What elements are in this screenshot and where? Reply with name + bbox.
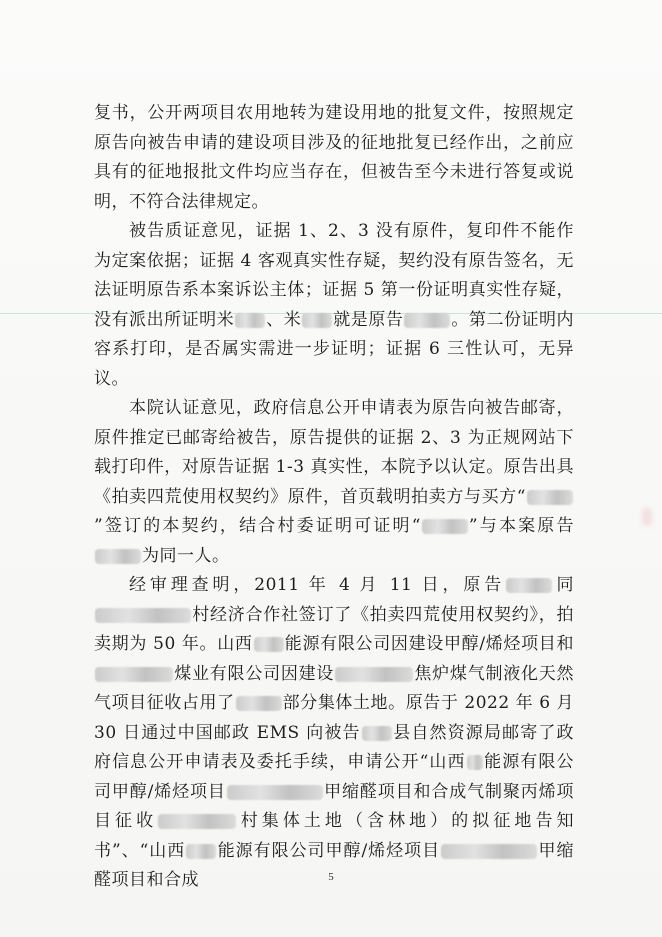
- redaction-blur: [95, 608, 191, 623]
- text-segment: 能源有限公司因建设甲醇/烯烃项目和: [284, 634, 574, 654]
- redaction-blur: [186, 844, 216, 859]
- scan-stain: [642, 508, 652, 526]
- document-body: [94, 99, 574, 896]
- redaction-blur: [302, 313, 332, 328]
- text-segment: 部分集体土地。原告于 2022 年 6 月 30 日通过中国邮政 EMS 向被告: [94, 693, 575, 743]
- text-segment: ”与本案原告: [468, 516, 574, 536]
- redaction-blur: [404, 313, 450, 328]
- redaction-blur: [335, 667, 413, 682]
- paragraph-1: [94, 99, 574, 217]
- text-segment: 能源有限公司甲醇/烯烃项目: [217, 840, 441, 861]
- text-segment: 煤业有限公司因建设: [174, 663, 335, 684]
- redaction-blur: [95, 667, 173, 682]
- redaction-blur: [236, 696, 282, 711]
- redaction-blur: [441, 844, 537, 859]
- paragraph-2: [94, 217, 574, 394]
- text-segment: 村经济合作社签订了《拍卖四荒使用权契约》，拍卖期为 50 年。山西: [94, 604, 574, 654]
- text-segment: 村集体土地（含林地）的拟征地告知书”、“山西: [94, 811, 575, 861]
- paragraph-3: [94, 394, 574, 571]
- text-segment: 本院认证意见，政府信息公开申请表为原告向被告邮寄，原件推定已邮寄给被告，原告提供的证据 2、3 为正规网站下载打印件，对原告证据 1-3 真实性，本院予以认定。原告出具《拍卖四荒使用权契约》原件，首页载明拍卖方与买方“: [94, 398, 574, 507]
- redaction-blur: [254, 637, 284, 652]
- redaction-blur: [467, 755, 483, 770]
- text-segment: 经审理查明，2011 年 4 月 11 日，原告: [129, 575, 506, 595]
- redaction-blur: [227, 785, 323, 800]
- redaction-blur: [95, 549, 141, 564]
- text-segment: 就是原告: [333, 309, 404, 330]
- text-segment: 县自然资源局邮寄了政府信息公开申请表及委托手续，申请公开“山西: [94, 722, 574, 772]
- text-segment: ”签订的本契约，结合村委证明可证明“: [94, 516, 421, 536]
- text-segment: 焦炉煤气制液化天然气项目征收占用了: [94, 663, 575, 713]
- text-segment: 。第二份证明内容系打印，是否属实需进一步证明；证据 6 三性认可，无异议。: [94, 309, 575, 389]
- text-segment: 为同一人。: [142, 545, 230, 566]
- redaction-blur: [422, 519, 468, 534]
- text-segment: 能源有限公司甲醇/烯烃项目: [94, 752, 574, 802]
- text-segment: 甲缩醛项目和合成气制聚丙烯项目征收: [94, 781, 574, 831]
- redaction-blur: [527, 490, 573, 505]
- text-segment: 被告质证意见，证据 1、2、3 没有原件，复印件不能作为定案依据；证据 4 客观真实性存疑，契约没有原告签名，无法证明原告系本案诉讼主体；证据 5 第一份证明真实性存疑，没有派出所证明米: [94, 221, 574, 330]
- text-segment: 同: [553, 575, 575, 595]
- redaction-blur: [158, 814, 236, 829]
- paragraph-4: [94, 571, 574, 896]
- text-segment: 、米: [266, 309, 302, 330]
- redaction-blur: [506, 578, 552, 593]
- redaction-blur: [235, 313, 265, 328]
- page-number: 5: [328, 871, 334, 883]
- redaction-blur: [362, 726, 392, 741]
- text-segment: 甲缩醛项目和合成: [94, 840, 575, 890]
- text-segment: 复书，公开两项目农用地转为建设用地的批复文件，按照规定原告向被告申请的建设项目涉及的征地批复已经作出，之前应具有的征地报批文件均应当存在，但被告至今未进行答复或说明，不符合法律规定。: [94, 103, 574, 212]
